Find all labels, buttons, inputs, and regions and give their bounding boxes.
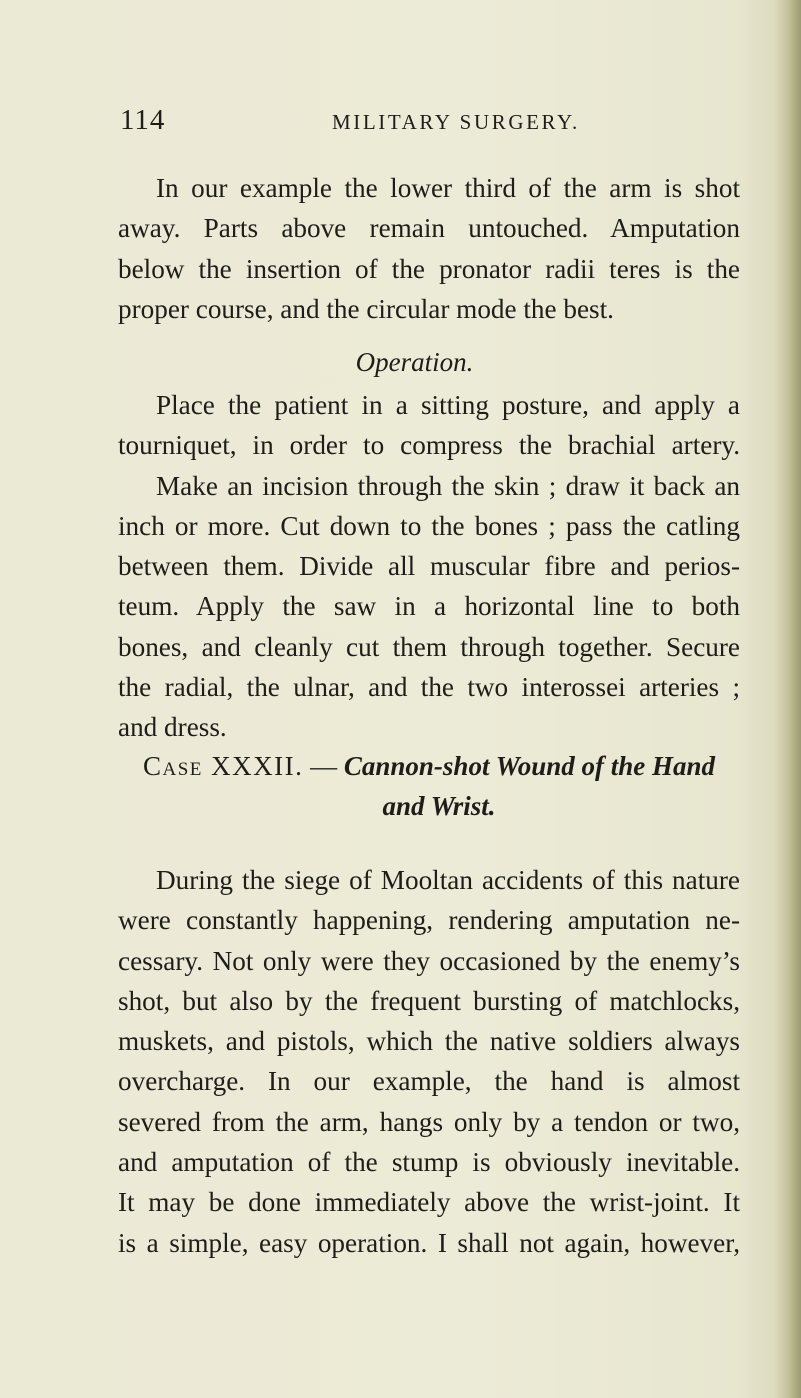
text-line: away. Parts above remain untouched. Amputation [118, 213, 740, 244]
case-heading [118, 746, 740, 826]
text-line: overcharge. In our example, the hand is almost [118, 1066, 740, 1097]
text-line: is a simple, easy operation. I shall not again, however, [118, 1227, 740, 1258]
page-edge-shadow [773, 0, 801, 1398]
text-line: Place the patient in a sitting posture, and apply a [156, 390, 740, 420]
paragraph-3 [118, 860, 740, 1263]
text-line: cessary. Not only were they occasioned by the enemy’s [118, 945, 740, 976]
running-head-title: MILITARY SURGERY. [332, 110, 580, 134]
text-line: between them. Divide all muscular fibre and perios- [118, 551, 740, 582]
text-line: below the insertion of the pronator radii teres is the [118, 253, 740, 284]
paragraph-1 [118, 168, 740, 329]
paragraph-2 [118, 385, 740, 748]
text-line: and amputation of the stump is obviously inevitable. [118, 1147, 740, 1178]
text-line: It may be done immediately above the wrist-joint. It [118, 1187, 740, 1218]
text-line: During the siege of Mooltan accidents of this nature [156, 865, 740, 895]
text-line: inch or more. Cut down to the bones ; pass the catling [118, 510, 740, 541]
case-heading-line-1 [143, 751, 715, 781]
text-line: were constantly happening, rendering amputation ne- [118, 905, 740, 936]
text-line: teum. Apply the saw in a horizontal line to both [118, 591, 740, 622]
text-line: In our example the lower third of the arm is shot [156, 173, 740, 203]
page-number: 114 [120, 104, 166, 136]
text-line: severed from the arm, hangs only by a tendon or two, [118, 1106, 740, 1137]
text-line: and dress. [118, 712, 227, 743]
case-dash: — [303, 751, 344, 781]
text-line: Make an incision through the skin ; draw it back an [156, 470, 740, 501]
text-line: tourniquet, in order to compress the brachial artery. [118, 430, 740, 461]
text-line: shot, but also by the frequent bursting of matchlocks, [118, 985, 740, 1016]
case-title: Cannon-shot Wound of the Hand [343, 751, 716, 781]
case-label: Case XXXII. [142, 751, 304, 781]
case-title-line-2: and Wrist. [382, 791, 496, 821]
running-head [120, 100, 740, 140]
text-line: proper course, and the circular mode the best. [118, 293, 614, 324]
text-line: the radial, the ulnar, and the two interossei arteries ; [118, 672, 740, 703]
text-line: muskets, and pistols, which the native soldiers always [118, 1026, 740, 1057]
text-line: bones, and cleanly cut them through together. Secure [118, 631, 740, 662]
operation-heading: Operation. [355, 347, 474, 377]
